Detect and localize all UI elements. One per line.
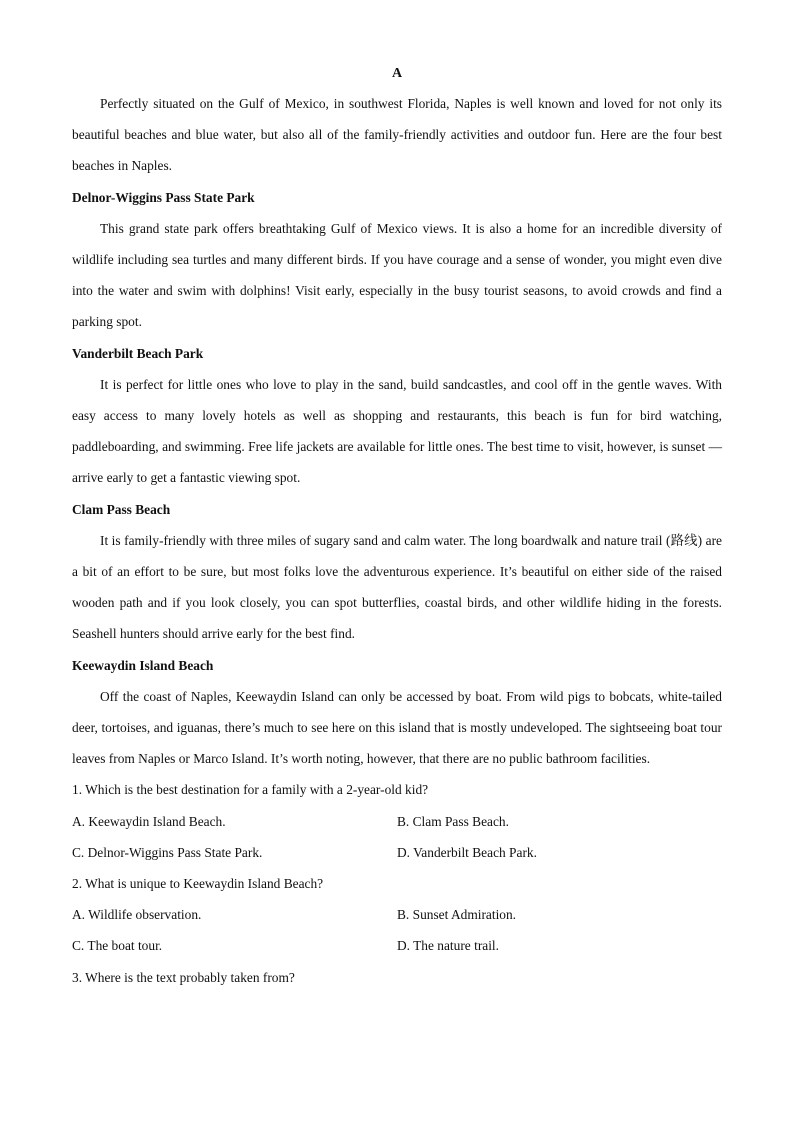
question-3: 3. Where is the text probably taken from?	[72, 969, 295, 985]
section-heading-keewaydin: Keewaydin Island Beach	[72, 657, 214, 673]
question-2-option-b[interactable]: B. Sunset Admiration.	[397, 907, 517, 923]
intro-paragraph: Perfectly situated on the Gulf of Mexico, in southwest Florida, Naples is well known and loved for not only its beautiful beaches and blue water, but also all of the family-friendly activities and outdoor fun. Here are the four best beaches in Naples.	[72, 96, 722, 174]
question-2-option-a[interactable]: A. Wildlife observation.	[72, 907, 202, 923]
passage-title: A	[391, 66, 403, 81]
section-heading-vanderbilt: Vanderbilt Beach Park	[72, 345, 204, 361]
question-1: 1. Which is the best destination for a family with a 2-year-old kid?	[72, 782, 429, 798]
question-2-option-d[interactable]: D. The nature trail.	[397, 938, 500, 954]
question-1-option-d[interactable]: D. Vanderbilt Beach Park.	[397, 844, 537, 860]
section-body-vanderbilt: It is perfect for little ones who love to play in the sand, build sandcastles, and cool off in the gentle waves. With easy access to many lovely hotels as well as shopping and restaurants, this beach is fun for bird watching, paddleboarding, and swimming. Free life jackets are available for little ones. The best time to visit, however, is sunset — arrive early to get a fantastic viewing spot.	[72, 376, 722, 486]
question-1-options	[72, 806, 722, 868]
document-page	[72, 60, 722, 993]
section-body-delnor-wiggins: This grand state park offers breathtaking Gulf of Mexico views. It is also a home for an incredible diversity of wildlife including sea turtles and many different birds. If you have courage and a sense of wonder, you might even dive into the water and swim with dolphins! Visit early, especially in the busy tourist seasons, to avoid crowds and find a parking spot.	[72, 220, 722, 330]
question-2-option-c[interactable]: C. The boat tour.	[72, 938, 163, 954]
question-1-option-b[interactable]: B. Clam Pass Beach.	[397, 813, 509, 829]
question-1-option-c[interactable]: C. Delnor-Wiggins Pass State Park.	[72, 844, 263, 860]
section-heading-delnor-wiggins: Delnor-Wiggins Pass State Park	[72, 189, 255, 205]
question-2: 2. What is unique to Keewaydin Island Beach?	[72, 876, 324, 892]
section-heading-clam-pass: Clam Pass Beach	[72, 501, 171, 517]
question-1-option-a[interactable]: A. Keewaydin Island Beach.	[72, 813, 226, 829]
section-body-clam-pass: It is family-friendly with three miles of sugary sand and calm water. The long boardwalk and nature trail (路线) are a bit of an effort to be sure, but most folks love the adventurous experience. It’s beautiful on either side of the raised wooden path and if you look closely, you can spot butterflies, coastal birds, and other wildlife hiding in the forests. Seashell hunters should arrive early for the best find.	[72, 532, 722, 642]
question-2-options	[72, 899, 722, 961]
section-body-keewaydin: Off the coast of Naples, Keewaydin Island can only be accessed by boat. From wild pigs to bobcats, white-tailed deer, tortoises, and iguanas, there’s much to see here on this island that is mostly undeveloped. The sightseeing boat tour leaves from Naples or Marco Island. It’s worth noting, however, that there are no public bathroom facilities.	[72, 688, 722, 767]
